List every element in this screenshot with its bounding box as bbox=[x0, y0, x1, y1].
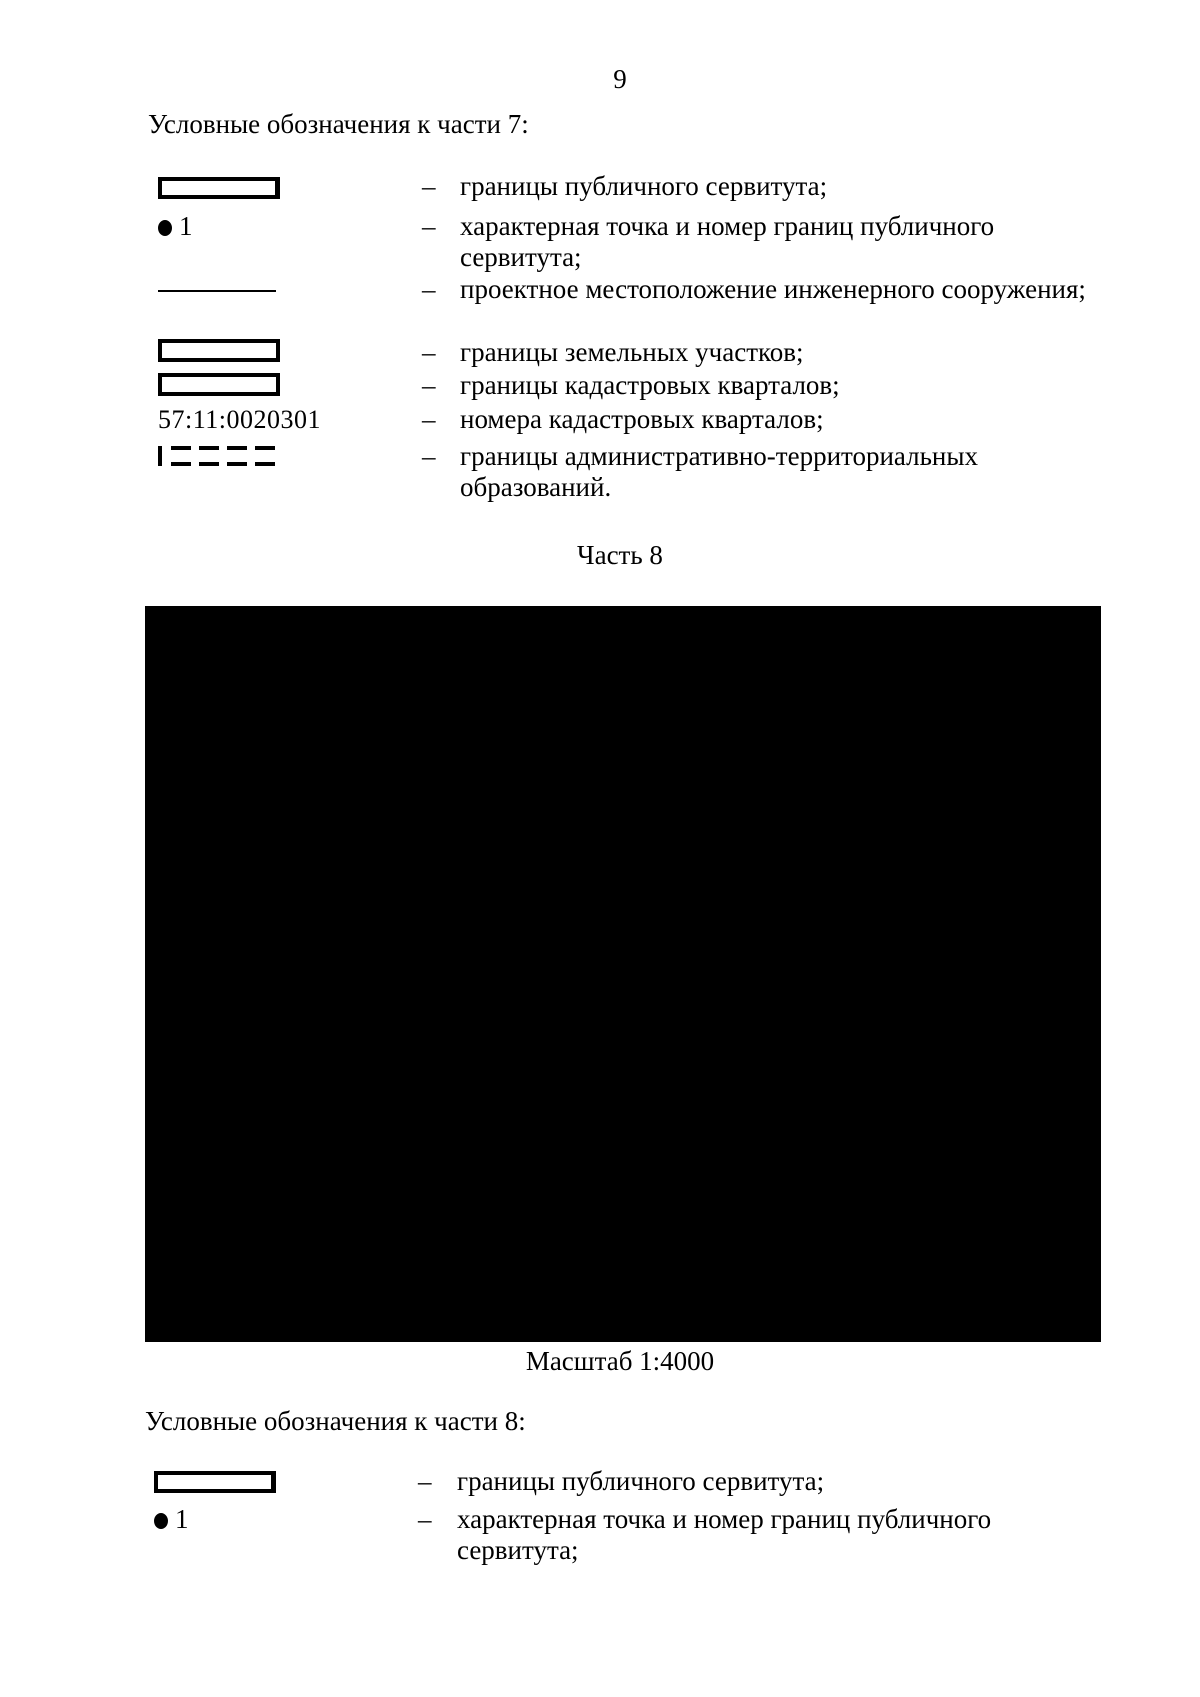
characteristic-point-icon bbox=[154, 1504, 189, 1535]
engineering-structure-line-icon bbox=[158, 290, 276, 292]
legend-dash: – bbox=[418, 1466, 432, 1496]
map-scale: Масштаб 1:4000 bbox=[525, 1346, 715, 1376]
map-image bbox=[145, 606, 1101, 1342]
land-plot-boundary-icon bbox=[158, 339, 280, 362]
point-dot-icon bbox=[158, 220, 172, 236]
part8-title: Часть 8 bbox=[577, 540, 663, 570]
point-number: 1 bbox=[175, 1504, 189, 1534]
cadastral-quarter-boundary-icon bbox=[158, 373, 280, 396]
administrative-boundary-dashed-icon bbox=[156, 443, 284, 469]
legend-dash: – bbox=[422, 370, 436, 400]
legend-dash: – bbox=[422, 274, 436, 304]
legend-text: границы административно-территориальных образований. bbox=[460, 441, 979, 502]
part8-legend-title: Условные обозначения к части 8: bbox=[145, 1406, 526, 1436]
legend-dash: – bbox=[422, 404, 436, 434]
legend-text: номера кадастровых кварталов; bbox=[460, 404, 824, 434]
point-number: 1 bbox=[179, 211, 193, 241]
characteristic-point-icon bbox=[158, 211, 193, 242]
legend-dash: – bbox=[422, 337, 436, 367]
legend-dash: – bbox=[422, 441, 436, 471]
public-servitude-boundary-icon bbox=[158, 177, 280, 199]
legend-dash: – bbox=[422, 211, 436, 241]
page-number: 9 bbox=[613, 64, 627, 94]
part7-legend-title: Условные обозначения к части 7: bbox=[148, 109, 529, 139]
point-dot-icon bbox=[154, 1513, 168, 1529]
public-servitude-boundary-icon bbox=[154, 1471, 276, 1493]
legend-text: границы публичного сервитута; bbox=[457, 1466, 825, 1496]
legend-text: границы земельных участков; bbox=[460, 337, 804, 367]
legend-text: характерная точка и номер границ публичного сервитута; bbox=[457, 1504, 992, 1565]
cadastral-quarter-number-label: 57:11:0020301 bbox=[158, 405, 321, 434]
legend-text: границы кадастровых кварталов; bbox=[460, 370, 840, 400]
legend-text: границы публичного сервитута; bbox=[460, 171, 828, 201]
legend-text: характерная точка и номер границ публичного сервитута; bbox=[460, 211, 995, 272]
legend-dash: – bbox=[422, 171, 436, 201]
legend-dash: – bbox=[418, 1504, 432, 1534]
legend-text: проектное местоположение инженерного сооружения; bbox=[460, 274, 1086, 304]
